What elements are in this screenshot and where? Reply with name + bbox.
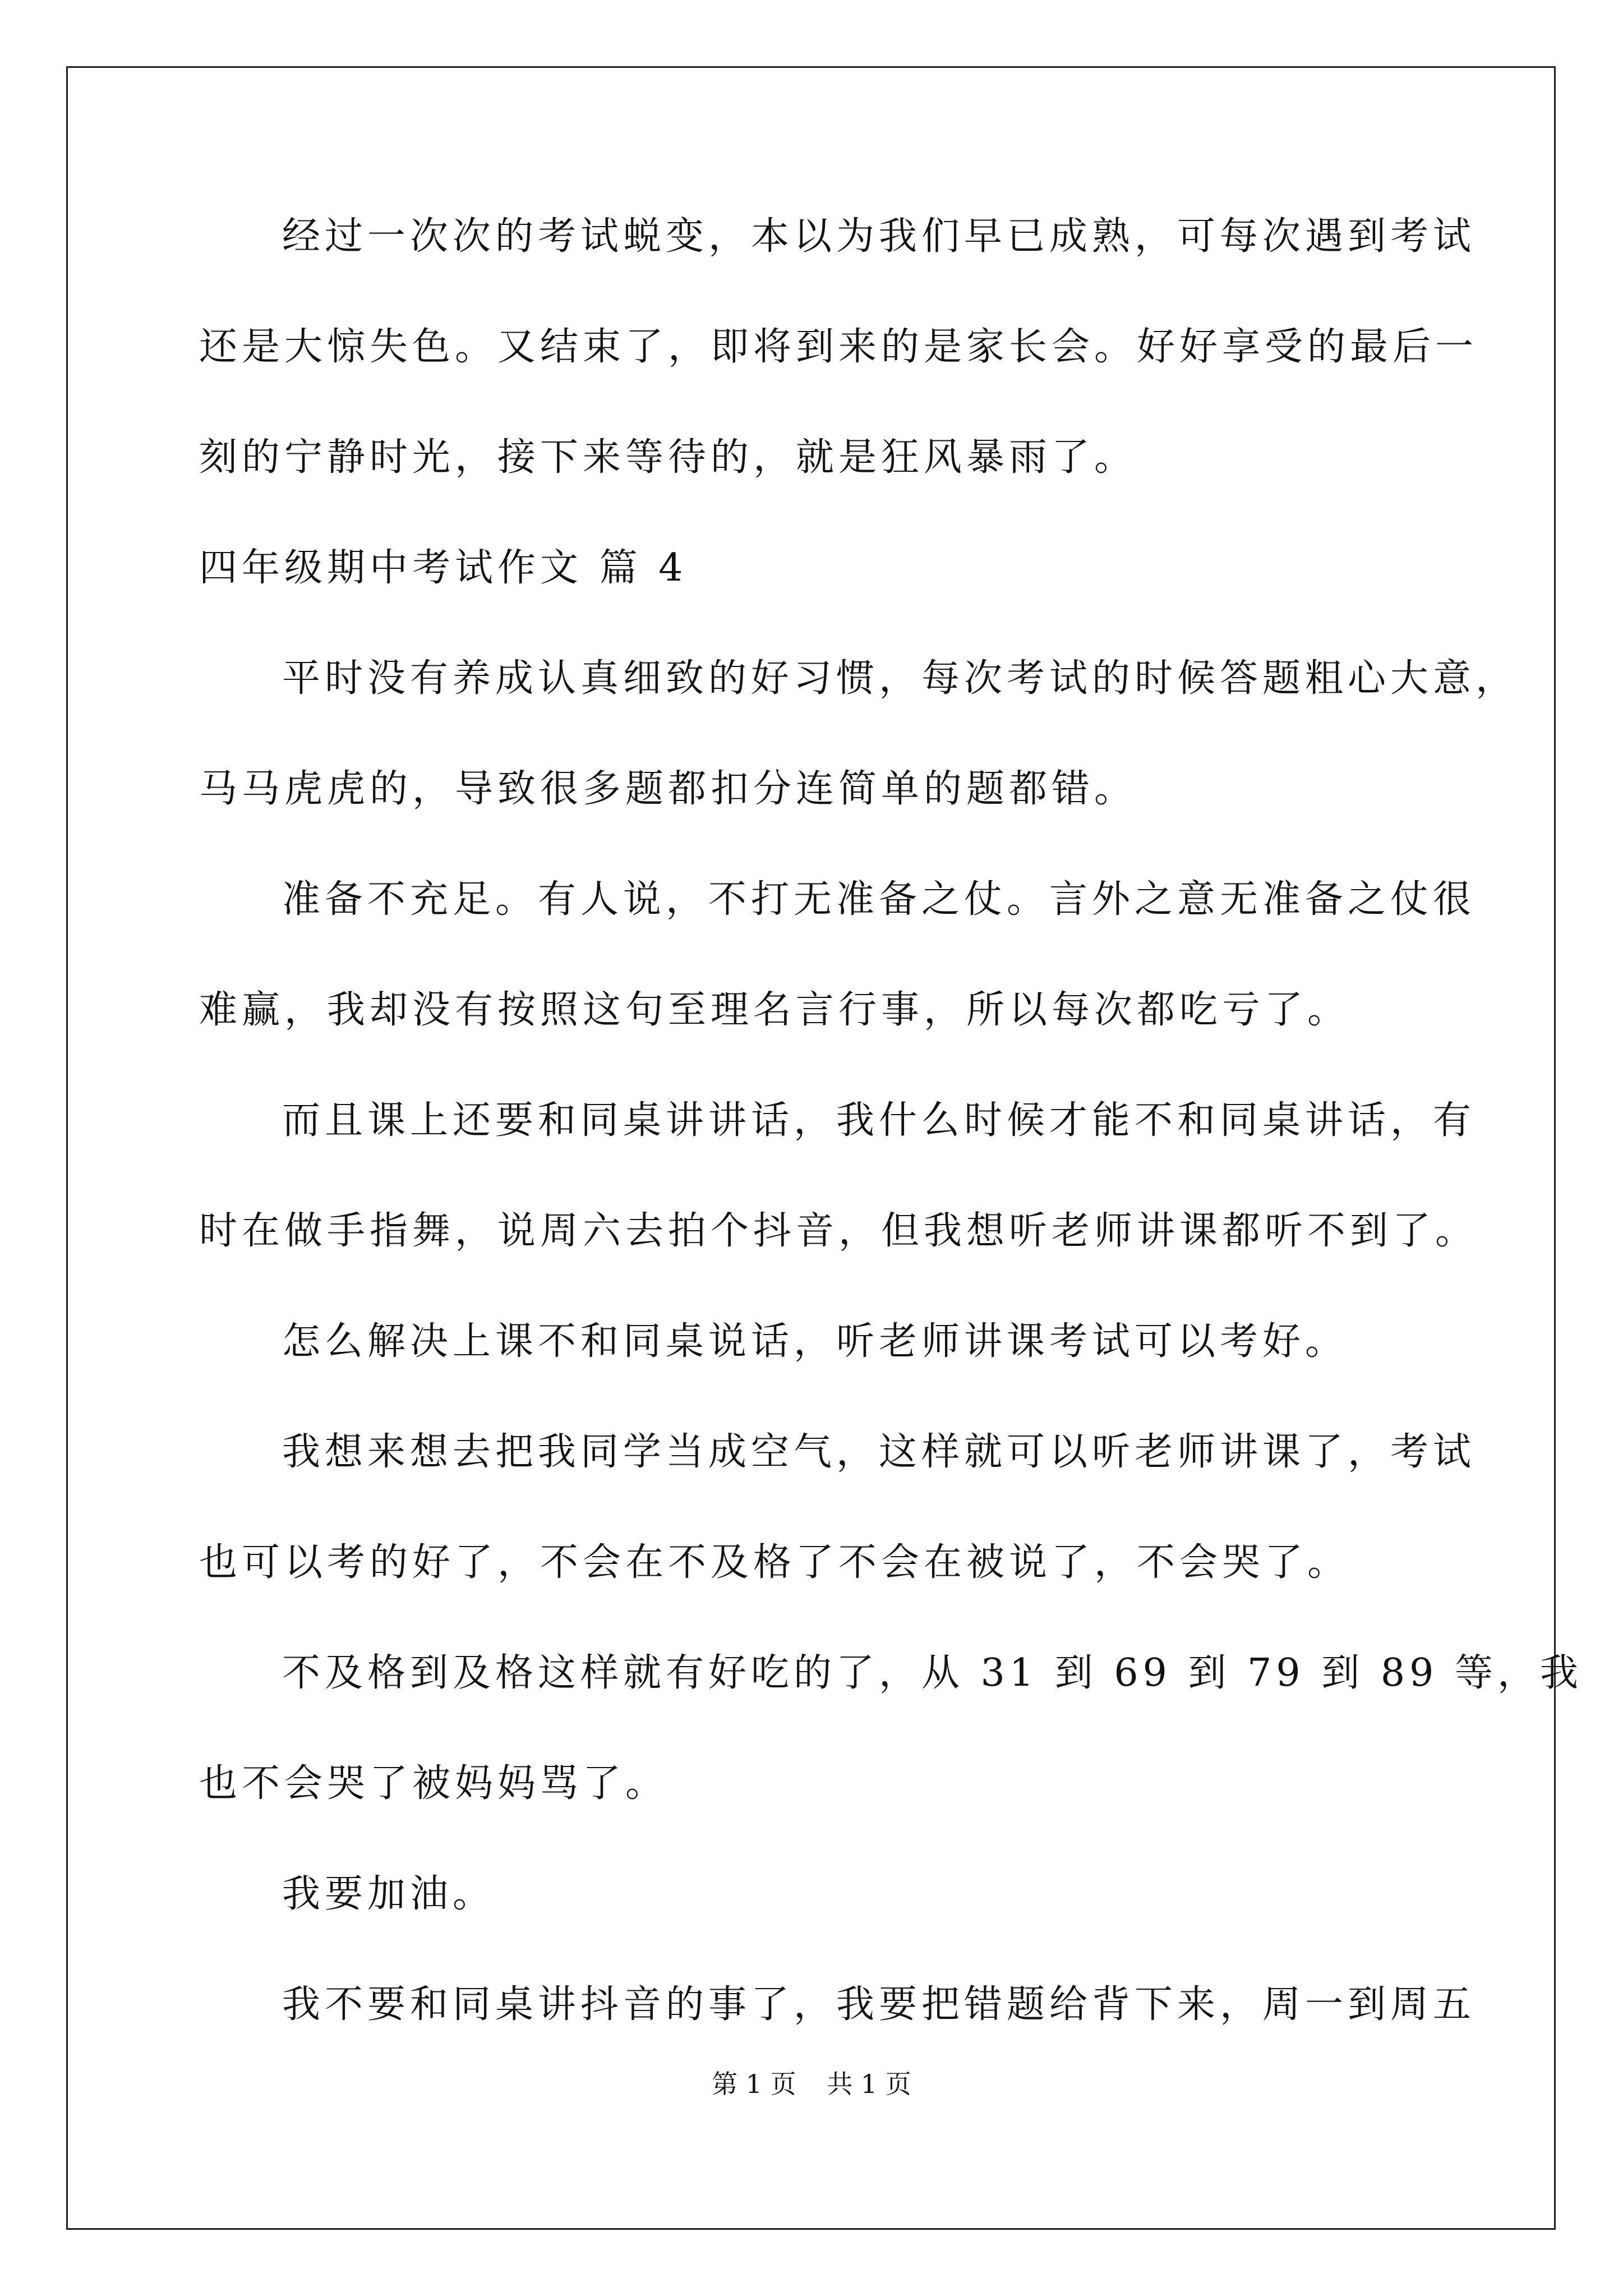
page-number: 第 1 页 (712, 2069, 796, 2099)
paragraph-line: 我要加油。 (282, 1872, 496, 1916)
paragraph-line: 而且课上还要和同桌讲讲话，我什么时候才能不和同桌讲话，有 (282, 1098, 1476, 1143)
paragraph-line: 我不要和同桌讲抖音的事了，我要把错题给背下来，周一到周五 (282, 1982, 1476, 2027)
paragraph-line: 平时没有养成认真细致的好习惯，每次考试的时候答题粗心大意， (282, 656, 1519, 701)
paragraph-line: 不及格到及格这样就有好吃的了，从 31 到 69 到 79 到 89 等，我 (282, 1651, 1583, 1695)
paragraph-line: 我想来想去把我同学当成空气，这样就可以听老师讲课了，考试 (282, 1430, 1476, 1474)
paragraph-line: 时在做手指舞，说周六去拍个抖音，但我想听老师讲课都听不到了。 (199, 1209, 1478, 1253)
paragraph-line: 难赢，我却没有按照这句至理名言行事，所以每次都吃亏了。 (199, 988, 1350, 1032)
section-heading: 四年级期中考试作文 篇 4 (199, 546, 688, 590)
paragraph-line: 准备不充足。有人说，不打无准备之仗。言外之意无准备之仗很 (282, 877, 1476, 922)
paragraph-line: 经过一次次的考试蜕变，本以为我们早已成熟，可每次遇到考试 (282, 214, 1476, 259)
paragraph-line: 也可以考的好了，不会在不及格了不会在被说了，不会哭了。 (199, 1540, 1350, 1585)
paragraph-line: 怎么解决上课不和同桌说话，听老师讲课考试可以考好。 (282, 1319, 1348, 1364)
paragraph-line: 还是大惊失色。又结束了，即将到来的是家长会。好好享受的最后一 (199, 325, 1478, 369)
paragraph-line: 刻的宁静时光，接下来等待的，就是狂风暴雨了。 (199, 435, 1137, 480)
page-total: 共 1 页 (827, 2069, 911, 2099)
paragraph-line: 也不会哭了被妈妈骂了。 (199, 1761, 668, 1806)
paragraph-line: 马马虎虎的，导致很多题都扣分连简单的题都错。 (199, 767, 1137, 811)
page-footer (0, 2067, 1623, 2101)
